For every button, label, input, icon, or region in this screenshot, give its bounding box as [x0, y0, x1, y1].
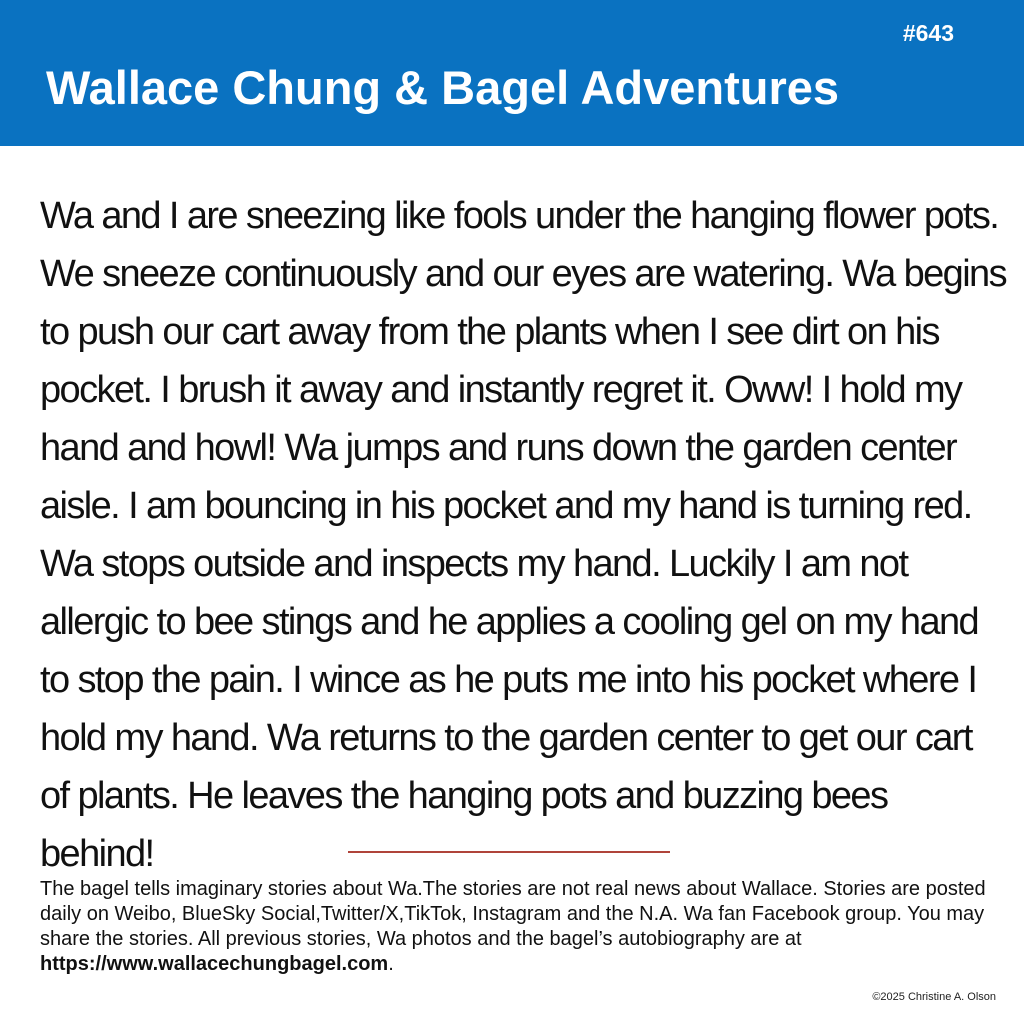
footer-text: The bagel tells imaginary stories about Wa.The stories are not real news about Wallace. Stories are posted daily on Weibo, BlueSky Social,Twitter/X,TikTok, Instagram and the N.A. Wa fan Facebook group. You may share the stories. All previous stories, Wa photos and the bagel’s autobiography are at — [40, 878, 986, 950]
story-number: #643 — [902, 20, 954, 46]
website-link[interactable]: https://www.wallacechungbagel.com — [40, 953, 389, 975]
story-text: Wa and I are sneezing like fools under the hanging flower pots. We sneeze continuously and our eyes are watering. Wa begins to push our cart away from the plants when I see dirt on his pocket. I brush it away and instantly regret it. Oww! I hold my hand and howl! Wa jumps and runs down the garden center aisle. I am bouncing in his pocket and my hand is turning red. Wa stops outside and inspects my hand. Luckily I am not allergic to bee stings and he applies a cooling gel on my hand to stop the pain. I wince as he puts me into his pocket where I hold my hand. Wa returns to the garden center to get our cart of plants. He leaves the hanging pots and buzzing bees behind! — [40, 195, 1006, 875]
header-banner — [0, 0, 1024, 146]
footer-note — [40, 877, 1000, 977]
page-title: Wallace Chung & Bagel Adventures — [46, 61, 840, 114]
copyright-notice: ©2025 Christine A. Olson — [872, 991, 996, 1003]
divider — [348, 851, 670, 853]
footer-end-punct: . — [388, 953, 394, 975]
